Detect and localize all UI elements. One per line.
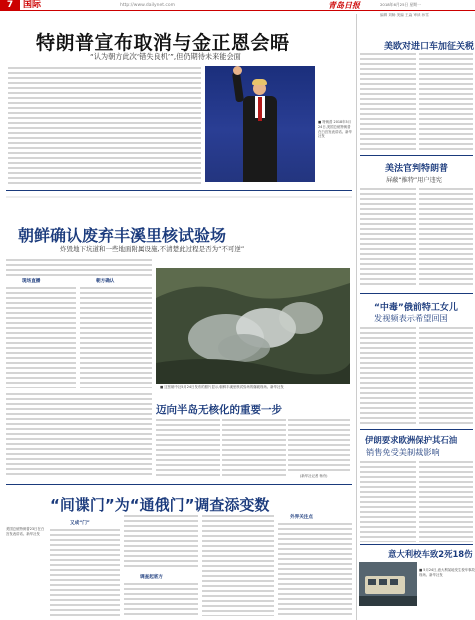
side-story-1-col-b	[419, 52, 473, 150]
side-story-2-col-a	[360, 187, 416, 287]
second-photo-caption: ■ 这张朝中社5月24日发布的照片显示,朝鲜丰溪里核试验场的爆破现场。新华社发	[160, 385, 284, 389]
side-headline-2[interactable]: 美法官判特朗普	[385, 164, 449, 174]
third-headline[interactable]: 迈向半岛无核化的重要一步	[156, 404, 282, 416]
lead-photo	[205, 66, 315, 182]
side-headline-5[interactable]: 意大利校车致2死18伤	[388, 549, 473, 559]
fourth-column-4	[278, 522, 352, 616]
fourth-column-1	[50, 528, 120, 616]
side-headline-1[interactable]: 美欧对进口车加征关税	[384, 42, 475, 52]
lead-headline[interactable]: 特朗普宣布取消与金正恩会晤	[36, 32, 290, 54]
fourth-subhead-3: 外界关注点	[290, 515, 313, 520]
lead-subheadline: “认为朝方此次‘错失良机’”,但仍期待未来能会面	[90, 52, 241, 61]
fourth-photo-caption: 美国总统特朗普23日在白宫发表讲话。新华社发	[6, 527, 45, 536]
fourth-subhead-1: 又成“门”	[70, 521, 90, 526]
side-story-2-col-b	[419, 187, 473, 287]
fourth-column-2	[124, 514, 198, 570]
side-story-4-col-b	[419, 460, 473, 542]
second-subheadline: 炸毁地下坑道和一些地面附属设施,不清楚此过程是否为“不可逆”	[60, 245, 245, 253]
side-story-3-col-b	[419, 326, 473, 426]
side-story-3-col-a	[360, 326, 416, 426]
second-headline[interactable]: 朝鲜确认废弃丰溪里核试验场	[18, 226, 227, 245]
section-number: 7	[0, 0, 20, 11]
side-headline-4[interactable]: 伊朗要求欧洲保护其石油	[365, 435, 458, 445]
second-photo	[156, 268, 350, 384]
side-story-1-col-a	[360, 52, 416, 150]
lead-article-body	[8, 66, 201, 184]
website-url[interactable]: http://www.dailynet.com	[120, 3, 176, 8]
paper-logo: 青岛日报	[328, 1, 360, 10]
section-name: 国际	[23, 0, 42, 10]
fourth-column-2b	[124, 582, 198, 616]
side-subheadline-3: 发视频表示希望回国	[374, 313, 448, 323]
side-story-4-col-a	[360, 460, 416, 542]
dateline: 2018年6月25日 星期一	[380, 2, 421, 7]
photo-hair	[252, 79, 267, 85]
editor-credits: 编辑 刘畅 美编 王淼 审读 孙雪	[380, 13, 429, 17]
second-story-continuation	[6, 392, 152, 476]
fourth-headline[interactable]: “间谍门”为“通俄门”调查添变数	[50, 496, 270, 514]
side-subheadline-2: 屏蔽“推特”用户违宪	[386, 177, 442, 184]
third-author: (新华社记者 杨舟)	[300, 474, 328, 478]
divider-band	[6, 195, 352, 199]
box-title-left: 现场直播	[22, 279, 41, 284]
third-column-1	[156, 418, 220, 478]
side-photo	[359, 562, 417, 606]
box-title-right: 朝方确认	[96, 279, 115, 284]
second-intro-text	[6, 258, 152, 276]
explosion-scene	[156, 268, 350, 384]
divider	[360, 155, 473, 156]
side-subheadline-4: 销售免受美制裁影响	[366, 447, 440, 457]
fourth-photo-caption-box	[6, 527, 46, 616]
side-photo-caption: ■ 5月24日,意大利某地发生校车事故现场。新华社发	[419, 568, 475, 577]
second-column-left	[6, 286, 76, 388]
divider	[360, 544, 473, 545]
side-headline-3[interactable]: “中毒”俄前特工女儿	[374, 303, 458, 313]
divider	[360, 429, 473, 430]
photo-hand	[233, 66, 242, 75]
photo-tie	[258, 97, 262, 121]
lead-photo-caption: ■ 特朗普 2018年5月24日,美国总统特朗普在白宫发表讲话。新华社发	[318, 120, 352, 139]
bus-scene	[359, 562, 417, 606]
second-column-right	[80, 286, 152, 388]
divider	[6, 190, 352, 191]
third-column-3	[288, 418, 350, 474]
divider	[360, 293, 473, 294]
fourth-column-3	[202, 514, 274, 616]
fourth-subhead-2: 调查起底方	[140, 575, 163, 580]
third-column-2	[222, 418, 286, 478]
divider	[6, 484, 352, 485]
photo-arm	[232, 72, 244, 103]
